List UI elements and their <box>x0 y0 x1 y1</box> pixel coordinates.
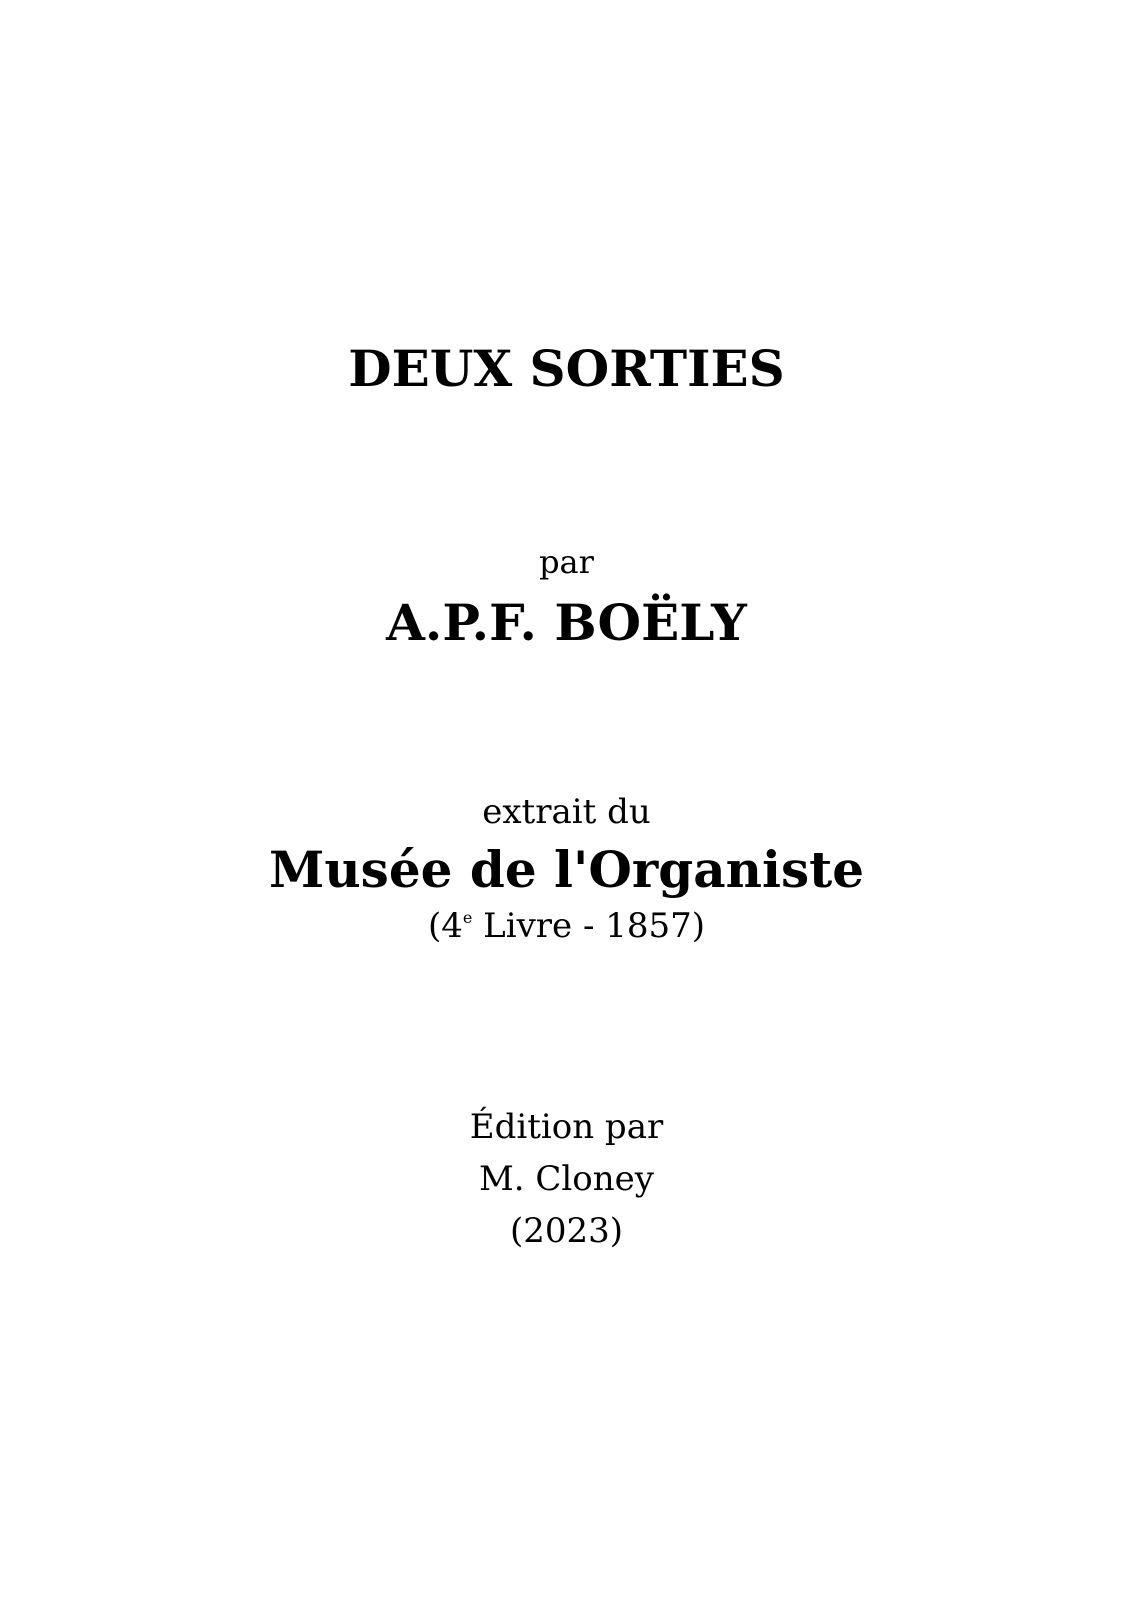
source-intro: extrait du <box>482 792 651 832</box>
composer-name: A.P.F. BOËLY <box>386 593 747 652</box>
editor-name: M. Cloney <box>478 1159 654 1199</box>
volume-rest: Livre - 1857) <box>472 906 706 946</box>
by-label: par <box>539 543 594 581</box>
volume-ordinal-superscript: e <box>462 908 473 927</box>
edition-label: Édition par <box>469 1107 664 1147</box>
edition-year: (2023) <box>509 1211 624 1251</box>
work-title: DEUX SORTIES <box>348 339 785 398</box>
volume-open: (4 <box>427 906 463 946</box>
volume-info <box>0 906 1133 946</box>
collection-title: Musée de l'Organiste <box>268 840 865 899</box>
